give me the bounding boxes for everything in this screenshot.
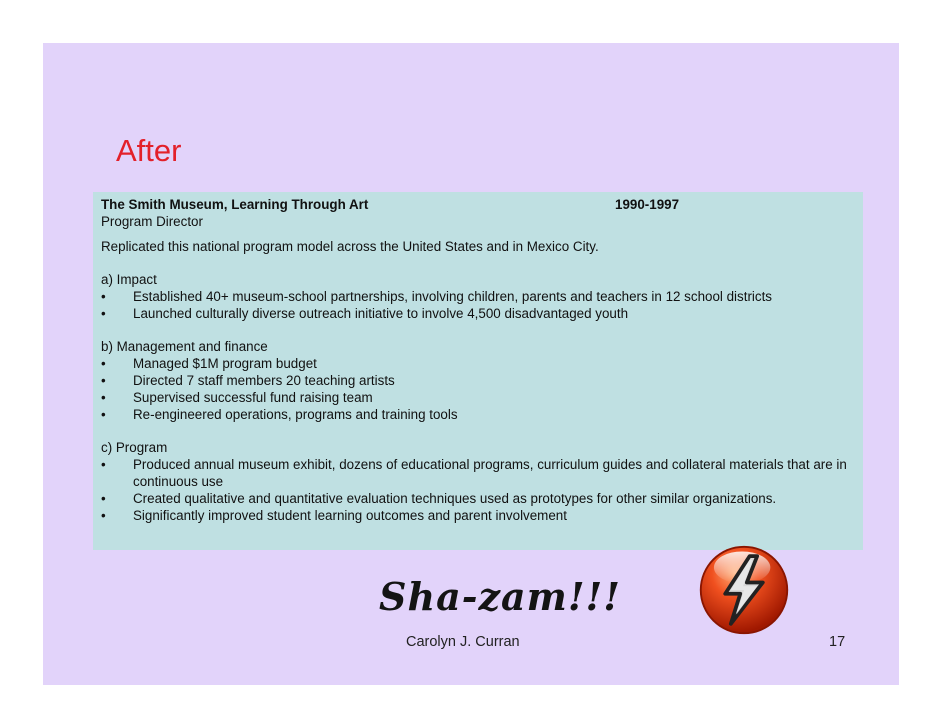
content-box [93, 192, 863, 550]
slide [43, 43, 899, 685]
job-role: Program Director [101, 214, 203, 229]
list-item: • Supervised successful fund raising team [101, 390, 373, 405]
section-program [101, 439, 863, 524]
list-item: • Significantly improved student learning outcomes and parent involvement [101, 508, 567, 523]
bullet-icon: • [101, 356, 106, 371]
list-item: • Launched culturally diverse outreach initiative to involve 4,500 disadvantaged youth [101, 306, 629, 321]
bullet-icon: • [101, 289, 106, 304]
list-item: • Created qualitative and quantitative evaluation techniques used as prototypes for other similar organizations. [101, 491, 777, 506]
bullet-icon: • [101, 457, 106, 472]
bullet-icon: • [101, 373, 106, 388]
bullet-icon: • [101, 407, 106, 422]
job-summary: Replicated this national program model across the United States and in Mexico City. [101, 239, 599, 254]
page-number: 17 [829, 634, 846, 650]
list-item: • Managed $1M program budget [101, 356, 317, 371]
bullet-icon: • [101, 491, 106, 506]
bullet-icon: • [101, 390, 106, 405]
bullet-icon: • [101, 508, 106, 523]
job-header [101, 196, 863, 213]
organization-name: The Smith Museum, Learning Through Art [101, 197, 369, 212]
bullet-icon: • [101, 306, 106, 321]
list-item: • Produced annual museum exhibit, dozens of educational programs, curriculum guides and collateral materials that are in continuous use [101, 457, 847, 489]
list-item: • Established 40+ museum-school partnerships, involving children, parents and teachers in 12 school districts [101, 289, 772, 304]
employment-dates: 1990-1997 [615, 197, 680, 212]
list-item: • Re-engineered operations, programs and training tools [101, 407, 458, 422]
section-heading: c) Program [101, 440, 168, 455]
footer-author: Carolyn J. Curran [406, 634, 520, 650]
section-heading: a) Impact [101, 272, 157, 287]
shazam-text: Sha-zam!!! [379, 574, 621, 619]
slide-title: After [116, 133, 182, 168]
lightning-bolt-icon [697, 543, 791, 637]
section-impact [101, 271, 863, 322]
section-management [101, 338, 863, 423]
section-heading: b) Management and finance [101, 339, 268, 354]
list-item: • Directed 7 staff members 20 teaching artists [101, 373, 395, 388]
